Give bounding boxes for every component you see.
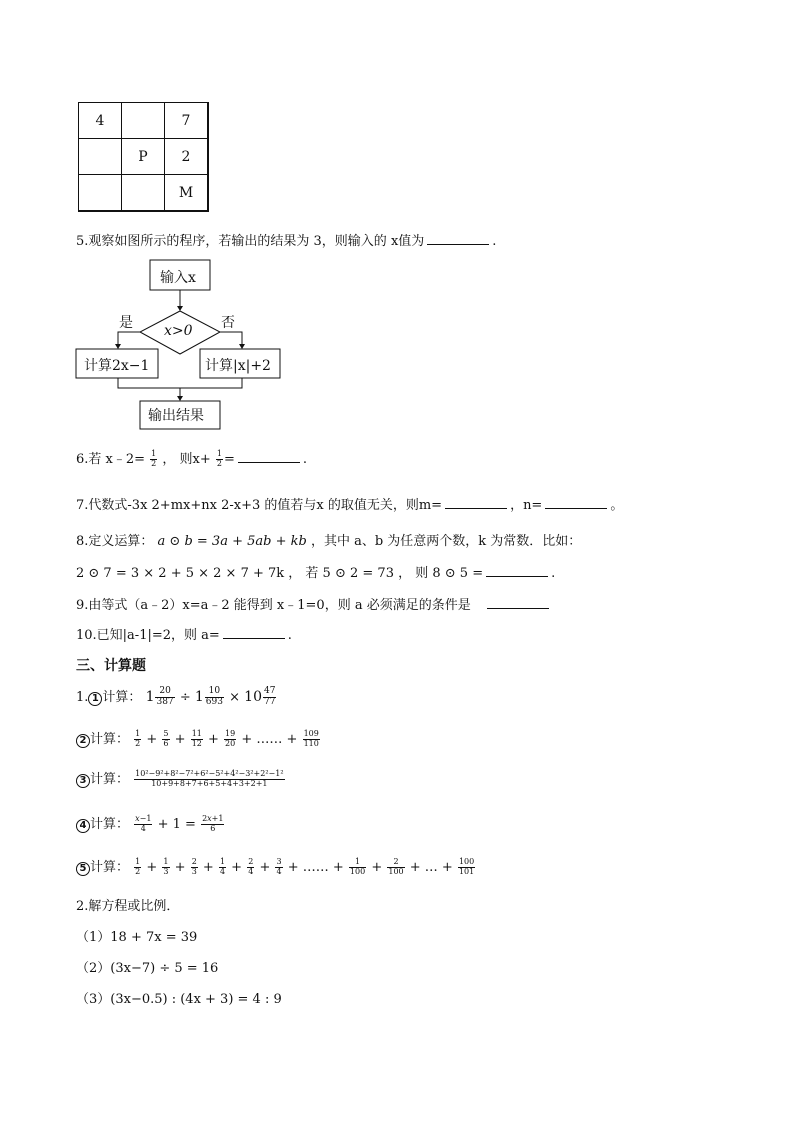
fraction: $\frac{2}{100}$: [388, 857, 404, 876]
question-8-line-2: [76, 562, 555, 581]
q6-part: 6.若 x﹣2=: [76, 452, 146, 467]
fraction: $\frac{2x+1}{6}$: [202, 814, 224, 833]
punct: 。: [610, 498, 624, 513]
fraction: $\frac{5}{6}$: [163, 729, 169, 748]
calc-prefix: 1.: [76, 690, 89, 705]
flow-output-label: 输出结果: [148, 408, 204, 424]
fraction: $\frac{1}{100}$: [349, 857, 366, 876]
flow-right-label: 计算|x|+2: [205, 358, 271, 374]
answer-blank[interactable]: [427, 232, 489, 245]
equation-2: （2）(3x−7) ÷ 5 = 16: [76, 961, 219, 976]
flow-yes-label: 是: [119, 315, 133, 331]
number-grid: [78, 102, 209, 212]
question-7: [76, 494, 623, 513]
calc-label: 计算：: [90, 732, 130, 747]
mixed-number: 1: [145, 689, 155, 705]
calc-2: 2 计算： $\frac{1}{2}$ + $\frac{5}{6}$ + $\frac{11}{12}$ + $\frac{19}{20}$ + …… + $\frac{109}{110}$: [76, 728, 321, 749]
grid-cell: P: [122, 139, 165, 175]
grid-cell: 2: [165, 139, 209, 175]
fraction: $\frac{1}{2}$: [216, 449, 222, 468]
operator: ×: [229, 690, 241, 705]
q10-text: 10.已知|a-1|=2，则 a=: [76, 628, 220, 643]
circled-number-5: 5: [76, 862, 90, 876]
answer-blank[interactable]: [445, 496, 507, 509]
fraction: $\frac{2}{3}$: [191, 857, 197, 876]
answer-blank[interactable]: [238, 450, 300, 463]
fraction: $\frac{100}{101}$: [458, 857, 475, 876]
grid-cell: M: [165, 175, 209, 212]
grid-cell: 4: [79, 103, 122, 139]
fraction: $\frac{1}{2}$: [151, 449, 157, 468]
fraction: $\frac{1}{4}$: [219, 857, 226, 876]
answer-blank[interactable]: [486, 564, 548, 577]
punct: .: [551, 566, 556, 581]
flow-left-label: 计算2x−1: [84, 358, 150, 374]
calc-label: 计算：: [102, 690, 142, 705]
fraction: $\frac{19}{20}$: [225, 729, 236, 748]
fraction: [134, 770, 284, 789]
fraction: $\frac{1}{2}$: [135, 857, 141, 876]
q6-part: =: [224, 452, 235, 467]
q8-formula: a ⊙ b = 3a + 5ab + kb: [157, 534, 307, 549]
equation-3: （3）(3x−0.5) : (4x + 3) = 4 : 9: [76, 992, 282, 1007]
fraction: $\frac{1}{2}$: [135, 729, 141, 748]
question-5: [76, 230, 496, 249]
calc-1: [76, 686, 277, 708]
answer-blank[interactable]: [223, 626, 285, 639]
mixed-number: 10: [244, 689, 262, 705]
fraction: $\frac{47}{77}$: [263, 686, 276, 707]
q8-text: 8.定义运算：: [76, 534, 154, 549]
punct: .: [287, 628, 292, 643]
question-10: [76, 624, 292, 643]
fraction: $\frac{10}{693}$: [205, 686, 223, 707]
question-6: [76, 448, 307, 469]
calc-4: 4 计算： $\frac{x-1}{4}$ + 1 = $\frac{2x+1}{6}$: [76, 813, 225, 834]
section-heading: 三、计算题: [76, 658, 146, 674]
fraction: $\frac{3}{4}$: [276, 857, 282, 876]
q8-text: ， 若 5 ⊙ 2 = 73 ， 则 8 ⊙ 5 =: [288, 566, 484, 581]
calc-3: [76, 768, 286, 789]
fraction: $\frac{109}{110}$: [303, 729, 319, 748]
grid-cell: [122, 175, 165, 212]
grid-cell: [79, 139, 122, 175]
punct: .: [492, 234, 497, 249]
operator: ÷: [179, 690, 191, 705]
question-9: [76, 594, 552, 613]
q7-text: 7.代数式-3x 2+mx+nx 2-x+3 的值若与x 的取值无关，则m=: [76, 498, 443, 513]
mixed-number: 1: [194, 689, 204, 705]
circled-number-4: 4: [76, 819, 90, 833]
answer-blank[interactable]: [545, 496, 607, 509]
calc-label: 计算：: [90, 860, 130, 875]
circled-number-3: 3: [76, 774, 90, 788]
fraction: $\frac{2}{4}$: [248, 857, 254, 876]
fraction: $\frac{1}{3}$: [163, 857, 169, 876]
question-8-line-1: [76, 530, 581, 549]
calc-label: 计算：: [90, 772, 130, 787]
fraction: $\frac{20}{387}$: [156, 686, 174, 707]
fraction-numerator: 10²−9²+8²−7²+6²−5²+4²−3²+2²−1²: [135, 769, 284, 779]
equation-1: （1）18 + 7x = 39: [76, 930, 198, 945]
circled-number-2: 2: [76, 734, 90, 748]
grid-cell: [79, 175, 122, 212]
q9-text: 9.由等式（a﹣2）x=a﹣2 能得到 x﹣1=0，则 a 必须满足的条件是: [76, 598, 471, 613]
circled-number-1: 1: [88, 692, 102, 706]
flow-decision-label: x>0: [164, 323, 193, 339]
q6-part: ， 则x+: [162, 452, 211, 467]
question-5-text: 5.观察如图所示的程序，若输出的结果为 3，则输入的 x值为: [76, 234, 425, 249]
calc-label: 计算：: [90, 817, 130, 832]
q8-formula: 2 ⊙ 7 = 3 × 2 + 5 × 2 × 7 + 7k: [76, 566, 285, 581]
fraction: $\frac{x-1}{4}$: [135, 814, 152, 833]
punct: .: [302, 452, 308, 467]
grid-cell: 7: [165, 103, 209, 139]
flow-input-label: 输入x: [160, 270, 196, 286]
fraction: $\frac{11}{12}$: [191, 729, 202, 748]
question-2-title: 2.解方程或比例．: [76, 899, 180, 914]
q7-mid: ，n=: [510, 498, 543, 513]
calc-5: 5 计算： $\frac{1}{2}$ + $\frac{1}{3}$ + $\frac{2}{3}$ + $\frac{1}{4}$ + $\frac{2}{4}$ + $\frac{3}{4}$ + …… + $\frac{1}{100}$ + $\frac{2}{100}$ + … + $\frac{100}{101}$: [76, 856, 476, 877]
q8-text: ，其中 a、b 为任意两个数，k 为常数．比如：: [310, 534, 582, 549]
fraction-denominator: 10+9+8+7+6+5+4+3+2+1: [151, 779, 268, 788]
grid-cell: [122, 103, 165, 139]
answer-blank[interactable]: [487, 596, 549, 609]
flow-no-label: 否: [221, 315, 235, 331]
